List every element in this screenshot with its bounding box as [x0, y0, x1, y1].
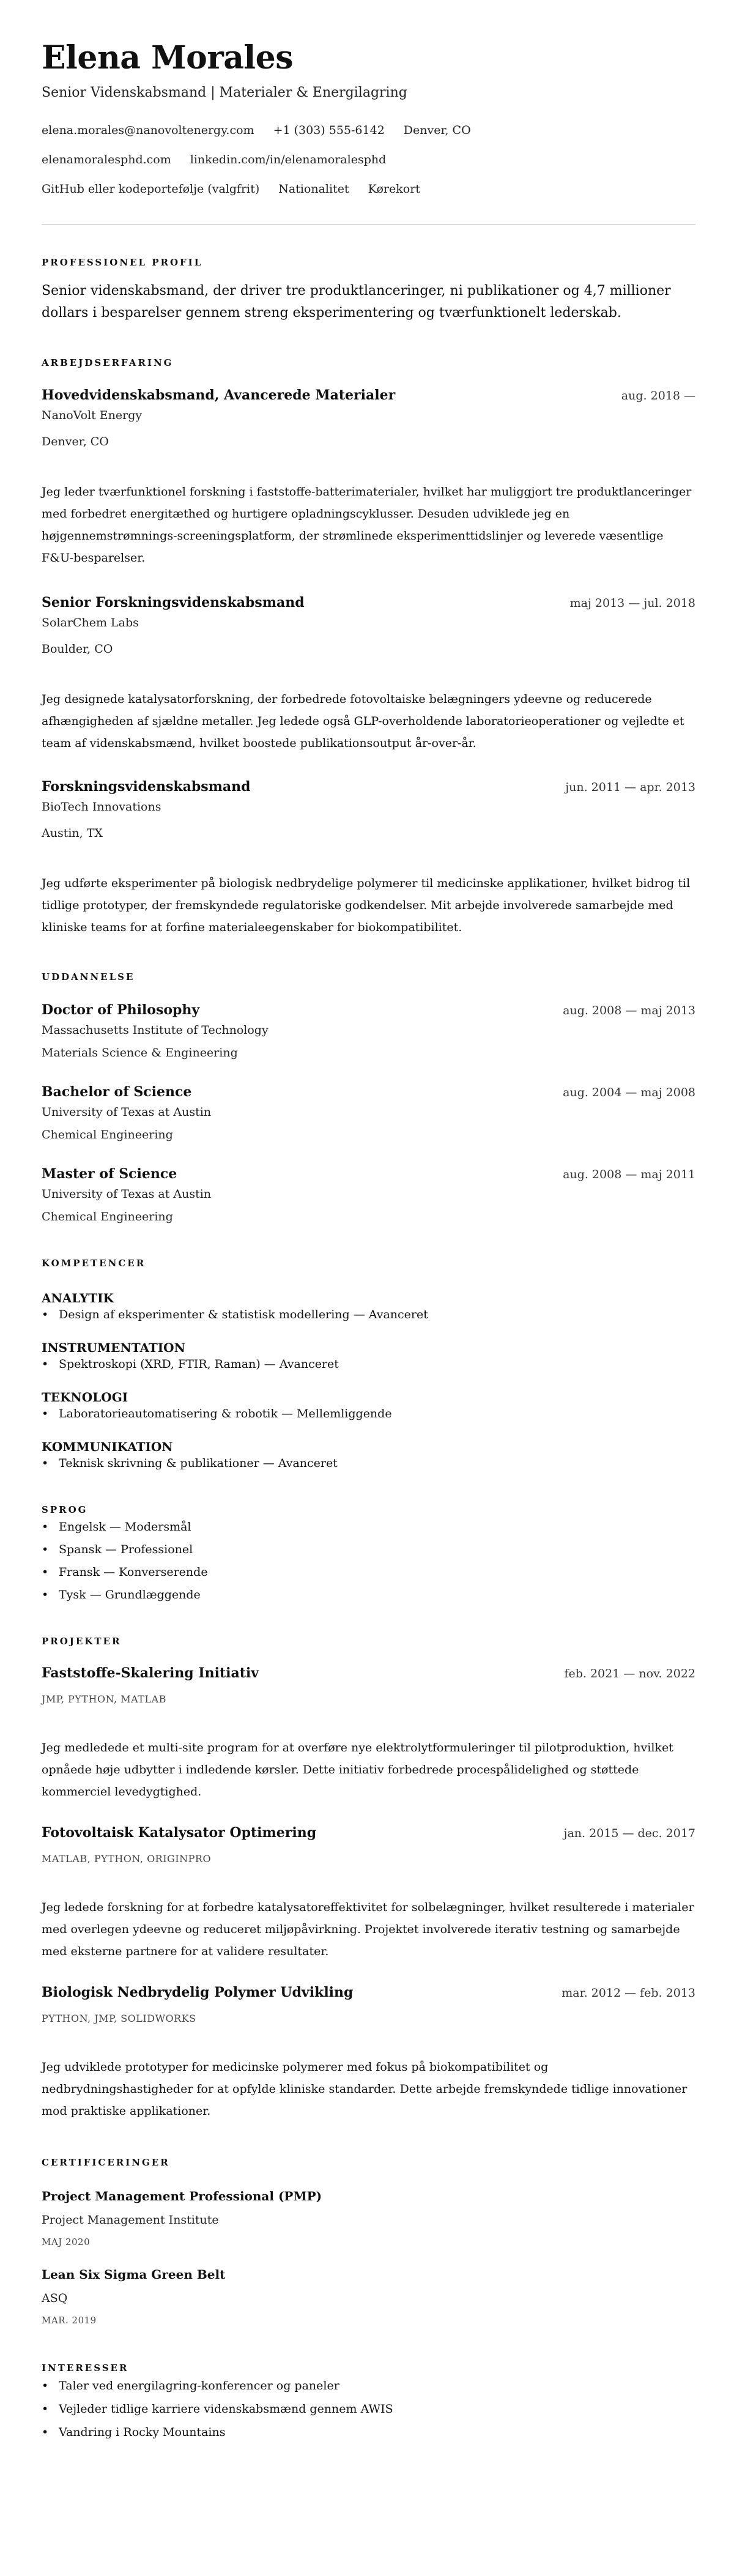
contact-row: [42, 182, 695, 196]
project-date: jan. 2015 — dec. 2017: [563, 1827, 695, 1840]
skill-category: [42, 1290, 695, 1323]
section-heading: UDDANNELSE: [42, 971, 135, 982]
project-entry: [42, 1983, 695, 2122]
major: Materials Science & Engineering: [42, 1046, 238, 1060]
github-field: GitHub eller kodeportefølje (valgfrit): [42, 182, 260, 196]
interest-item: • Vejleder tidlige karriere videnskabsmænd gennem AWIS: [42, 2397, 695, 2421]
education-entry: [42, 1165, 695, 1225]
skill-item: • Spektroskopi (XRD, FTIR, Raman) — Avanceret: [42, 1356, 695, 1373]
job-location: Austin, TX: [42, 826, 103, 840]
contact-row: [42, 152, 695, 167]
project-description: Jeg udviklede prototyper for medicinske polymerer med fokus på biokompatibilitet og nedbrydningshastigheder for at opfylde kliniske standarder. Dette arbejde fremskyndede tidlige innovationer mod praktiske applikationer.: [42, 2060, 688, 2118]
phone-number: +1 (303) 555-6142: [273, 124, 385, 137]
languages-section: [42, 1504, 695, 1606]
certification-entry: [42, 2266, 695, 2326]
interest-item: • Vandring i Rocky Mountains: [42, 2421, 695, 2444]
job-location: Denver, CO: [42, 435, 109, 448]
section-heading: SPROG: [42, 1504, 88, 1515]
section-heading: ARBEJDSERFARING: [42, 357, 174, 368]
skill-category-title: INSTRUMENTATION: [42, 1340, 185, 1355]
language-item: • Fransk — Konverserende: [42, 1561, 695, 1584]
certification-title: Project Management Professional (PMP): [42, 2189, 322, 2203]
job-title: Hovedvidenskabsmand, Avancerede Materialer: [42, 387, 396, 403]
skills-section: [42, 1257, 695, 1472]
education-date: aug. 2008 — maj 2011: [563, 1168, 695, 1181]
certification-issuer: Project Management Institute: [42, 2213, 219, 2227]
skill-category-title: ANALYTIK: [42, 1291, 114, 1305]
drivers-license-field: Kørekort: [368, 182, 420, 196]
project-date: feb. 2021 — nov. 2022: [564, 1667, 695, 1680]
major: Chemical Engineering: [42, 1210, 173, 1223]
job-entry: [42, 593, 695, 754]
projects-section: [42, 1635, 695, 2122]
section-heading: CERTIFICERINGER: [42, 2157, 170, 2168]
certification-title: Lean Six Sigma Green Belt: [42, 2267, 226, 2282]
location: Denver, CO: [403, 124, 471, 137]
website-link[interactable]: elenamoralesphd.com: [42, 153, 171, 166]
skill-category: [42, 1439, 695, 1472]
candidate-name: Elena Morales: [42, 39, 294, 76]
section-heading: KOMPETENCER: [42, 1258, 146, 1269]
project-description: Jeg medledede et multi-site program for at overføre nye elektrolytformuleringer til pilotproduktion, hvilket opnåede høje udbytter i indledende kørsler. Dette initiativ forbedrede procespålidelighed og støttede kommerciel levedygtighed.: [42, 1741, 673, 1798]
linkedin-link[interactable]: linkedin.com/in/elenamoralesphd: [190, 153, 387, 166]
project-entry: [42, 1664, 695, 1803]
job-description: Jeg designede katalysatorforskning, der forbedrede fotovoltaiske belægningers ydeevne og reducerede afhængigheden af sjældne metaller. Jeg ledede også GLP-overholdende laboratorieoperationer og vejledte et team af videnskabsmænd, hvilket boostede publikationsoutput år-over-år.: [42, 692, 684, 750]
skill-item: • Teknisk skrivning & publikationer — Avanceret: [42, 1455, 695, 1472]
job-entry: [42, 386, 695, 569]
education-date: aug. 2008 — maj 2013: [563, 1004, 695, 1017]
profile-summary: Senior videnskabsmand, der driver tre produktlanceringer, ni publikationer og 4,7 millioner dollars i besparelser gennem streng eksperimentering og tværfunktionelt lederskab.: [42, 283, 671, 321]
language-item: • Engelsk — Modersmål: [42, 1516, 695, 1539]
job-description: Jeg udførte eksperimenter på biologisk nedbrydelige polymerer til medicinske applikationer, hvilket bidrog til tidlige prototyper, der fremskyndede regulatoriske godkendelser. Mit arbejde involverede samarbejde med kliniske teams for at forfine materialeegenskaber for biokompatibilitet.: [42, 877, 691, 934]
education-date: aug. 2004 — maj 2008: [563, 1086, 695, 1099]
project-tech: MATLAB, PYTHON, ORIGINPRO: [42, 1853, 212, 1865]
interests-section: [42, 2362, 695, 2444]
certifications-section: [42, 2156, 695, 2326]
degree-title: Doctor of Philosophy: [42, 1002, 200, 1018]
skill-item: • Design af eksperimenter & statistisk modellering — Avanceret: [42, 1306, 695, 1323]
candidate-title: Senior Videnskabsmand | Materialer & Energilagring: [42, 85, 407, 100]
job-company: BioTech Innovations: [42, 800, 161, 814]
degree-title: Bachelor of Science: [42, 1084, 192, 1100]
job-location: Boulder, CO: [42, 642, 113, 656]
certification-entry: [42, 2188, 695, 2248]
project-title: Faststoffe-Skalering Initiativ: [42, 1665, 259, 1681]
resume-header: [42, 40, 695, 196]
school-name: University of Texas at Austin: [42, 1187, 212, 1201]
school-name: Massachusetts Institute of Technology: [42, 1023, 269, 1037]
skill-category: [42, 1340, 695, 1373]
education-entry: [42, 1083, 695, 1143]
education-entry: [42, 1001, 695, 1061]
job-title: Forskningsvidenskabsmand: [42, 779, 251, 795]
job-entry: [42, 778, 695, 938]
certification-issuer: ASQ: [42, 2292, 68, 2305]
job-title: Senior Forskningsvidenskabsmand: [42, 595, 305, 611]
project-tech: PYTHON, JMP, SOLIDWORKS: [42, 2013, 196, 2024]
school-name: University of Texas at Austin: [42, 1105, 212, 1119]
certification-date: MAJ 2020: [42, 2236, 91, 2248]
contact-info: [42, 123, 695, 196]
experience-section: [42, 357, 695, 938]
education-section: [42, 971, 695, 1225]
email-link[interactable]: elena.morales@nanovoltenergy.com: [42, 124, 254, 137]
profile-section: [42, 256, 695, 324]
project-title: Fotovoltaisk Katalysator Optimering: [42, 1825, 317, 1841]
nationality-field: Nationalitet: [278, 182, 349, 196]
major: Chemical Engineering: [42, 1128, 173, 1141]
section-heading: PROJEKTER: [42, 1636, 122, 1647]
job-date: maj 2013 — jul. 2018: [569, 596, 695, 610]
language-item: • Tysk — Grundlæggende: [42, 1584, 695, 1606]
job-company: NanoVolt Energy: [42, 409, 143, 422]
project-entry: [42, 1824, 695, 1962]
language-item: • Spansk — Professionel: [42, 1539, 695, 1561]
skill-category-title: TEKNOLOGI: [42, 1390, 128, 1405]
job-date: jun. 2011 — apr. 2013: [565, 781, 695, 794]
skill-category-title: KOMMUNIKATION: [42, 1439, 173, 1454]
job-company: SolarChem Labs: [42, 616, 139, 629]
section-heading: INTERESSER: [42, 2363, 129, 2374]
certification-date: MAR. 2019: [42, 2315, 97, 2326]
project-tech: JMP, PYTHON, MATLAB: [42, 1693, 166, 1705]
skill-item: • Laboratorieautomatisering & robotik — Mellemliggende: [42, 1405, 695, 1422]
section-heading: PROFESSIONEL PROFIL: [42, 257, 203, 268]
project-description: Jeg ledede forskning for at forbedre katalysatoreffektivitet for solbelægninger, hvilket resulterede i materialer med overlegen ydeevne og reduceret miljøpåvirkning. Projektet involverede iterativ testning og samarbejde med eksterne partnere for at validere resultater.: [42, 1901, 694, 1958]
interest-item: • Taler ved energilagring-konferencer og paneler: [42, 2374, 695, 2397]
job-date: aug. 2018 —: [621, 389, 695, 403]
job-description: Jeg leder tværfunktionel forskning i faststoffe-batterimaterialer, hvilket har muliggjort tre produktlanceringer med forbedret energitæthed og hurtigere opladningscyklusser. Desuden udviklede jeg en højgennemstrømnings-screeningsplatform, der strømlinede eksperimenttidslinjer og leverede væsentlige F&U-besparelser.: [42, 485, 692, 565]
degree-title: Master of Science: [42, 1166, 177, 1182]
header-divider: [42, 224, 695, 225]
skill-category: [42, 1389, 695, 1422]
contact-row: [42, 123, 695, 138]
project-title: Biologisk Nedbrydelig Polymer Udvikling: [42, 1984, 354, 2000]
project-date: mar. 2012 — feb. 2013: [562, 1986, 695, 2000]
